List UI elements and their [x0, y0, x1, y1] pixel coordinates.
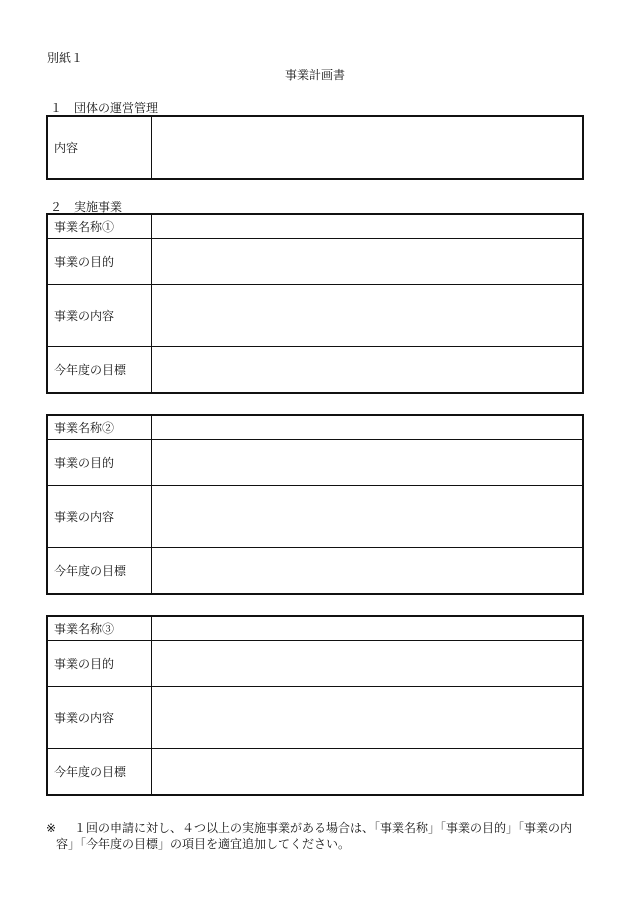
footnote-text-1: １回の申請に対し、４つ以上の実施事業がある場合は、「事業名称」「事業の目的」「事業の内 [74, 821, 573, 835]
content-field[interactable] [152, 116, 584, 179]
project-content-label: 事業の内容 [47, 687, 152, 749]
project-content-field[interactable] [152, 285, 584, 347]
section-heading-management: １ 団体の運営管理 [50, 101, 159, 115]
project-goal-label: 今年度の目標 [47, 347, 152, 394]
project-content-label: 事業の内容 [47, 285, 152, 347]
project-name-label: 事業名称③ [47, 616, 152, 641]
footnote [46, 820, 591, 852]
project-goal-field[interactable] [152, 749, 584, 796]
project-name-label: 事業名称② [47, 415, 152, 440]
project-content-label: 事業の内容 [47, 486, 152, 548]
project-purpose-field[interactable] [152, 239, 584, 285]
section-heading-projects: ２ 実施事業 [50, 200, 123, 214]
project-goal-label: 今年度の目標 [47, 548, 152, 595]
footnote-text-2: 容」「今年度の目標」の項目を適宜追加してください。 [56, 837, 351, 851]
project-goal-field[interactable] [152, 548, 584, 595]
project-table-2 [46, 414, 584, 595]
project-name-field[interactable] [152, 214, 584, 239]
project-purpose-label: 事業の目的 [47, 440, 152, 486]
document-title: 事業計画書 [284, 68, 345, 82]
project-table-3 [46, 615, 584, 796]
project-purpose-label: 事業の目的 [47, 641, 152, 687]
reference-mark: ※ [46, 821, 57, 835]
project-goal-label: 今年度の目標 [47, 749, 152, 796]
content-label: 内容 [47, 116, 152, 179]
project-purpose-label: 事業の目的 [47, 239, 152, 285]
project-content-field[interactable] [152, 486, 584, 548]
project-name-field[interactable] [152, 415, 584, 440]
management-table [46, 115, 584, 180]
project-purpose-field[interactable] [152, 440, 584, 486]
project-name-label: 事業名称① [47, 214, 152, 239]
project-table-1 [46, 213, 584, 394]
project-purpose-field[interactable] [152, 641, 584, 687]
footnote-line-1 [46, 820, 591, 836]
attachment-label: 別紙１ [47, 51, 84, 65]
project-name-field[interactable] [152, 616, 584, 641]
project-goal-field[interactable] [152, 347, 584, 394]
project-content-field[interactable] [152, 687, 584, 749]
